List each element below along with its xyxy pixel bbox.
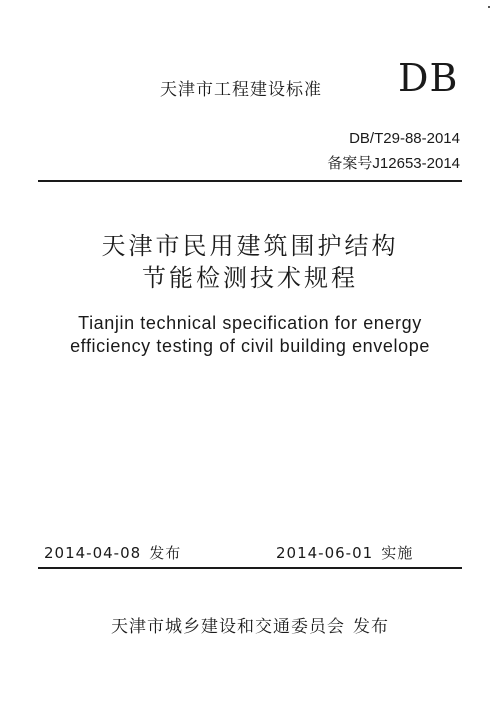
- title-english-line-2: efficiency testing of civil building envelope: [70, 336, 430, 356]
- issue-label: 发布: [149, 544, 182, 562]
- standard-code: DB/T29-88-2014: [349, 130, 460, 147]
- implement-label: 实施: [381, 544, 414, 562]
- publisher-action: 发布: [353, 617, 389, 637]
- title-chinese-line-1: 天津市民用建筑围护结构: [101, 232, 399, 260]
- corner-dot: [488, 6, 490, 8]
- implement-date: 2014-06-01: [276, 544, 374, 562]
- bottom-divider: [38, 567, 462, 569]
- title-chinese-line-2: 节能检测技术规程: [142, 264, 358, 292]
- publisher-block: [0, 612, 500, 637]
- standard-mark: DB: [398, 56, 459, 100]
- issue-date: 2014-04-08: [44, 544, 142, 562]
- implement-date-block: [276, 542, 413, 563]
- header-title: 天津市工程建设标准: [160, 80, 322, 100]
- issue-date-block: [44, 542, 181, 563]
- record-number: 备案号J12653-2014: [327, 155, 460, 172]
- top-divider: [38, 180, 462, 182]
- publisher-name: 天津市城乡建设和交通委员会: [111, 617, 345, 637]
- title-english-line-1: Tianjin technical specification for energy: [78, 313, 422, 333]
